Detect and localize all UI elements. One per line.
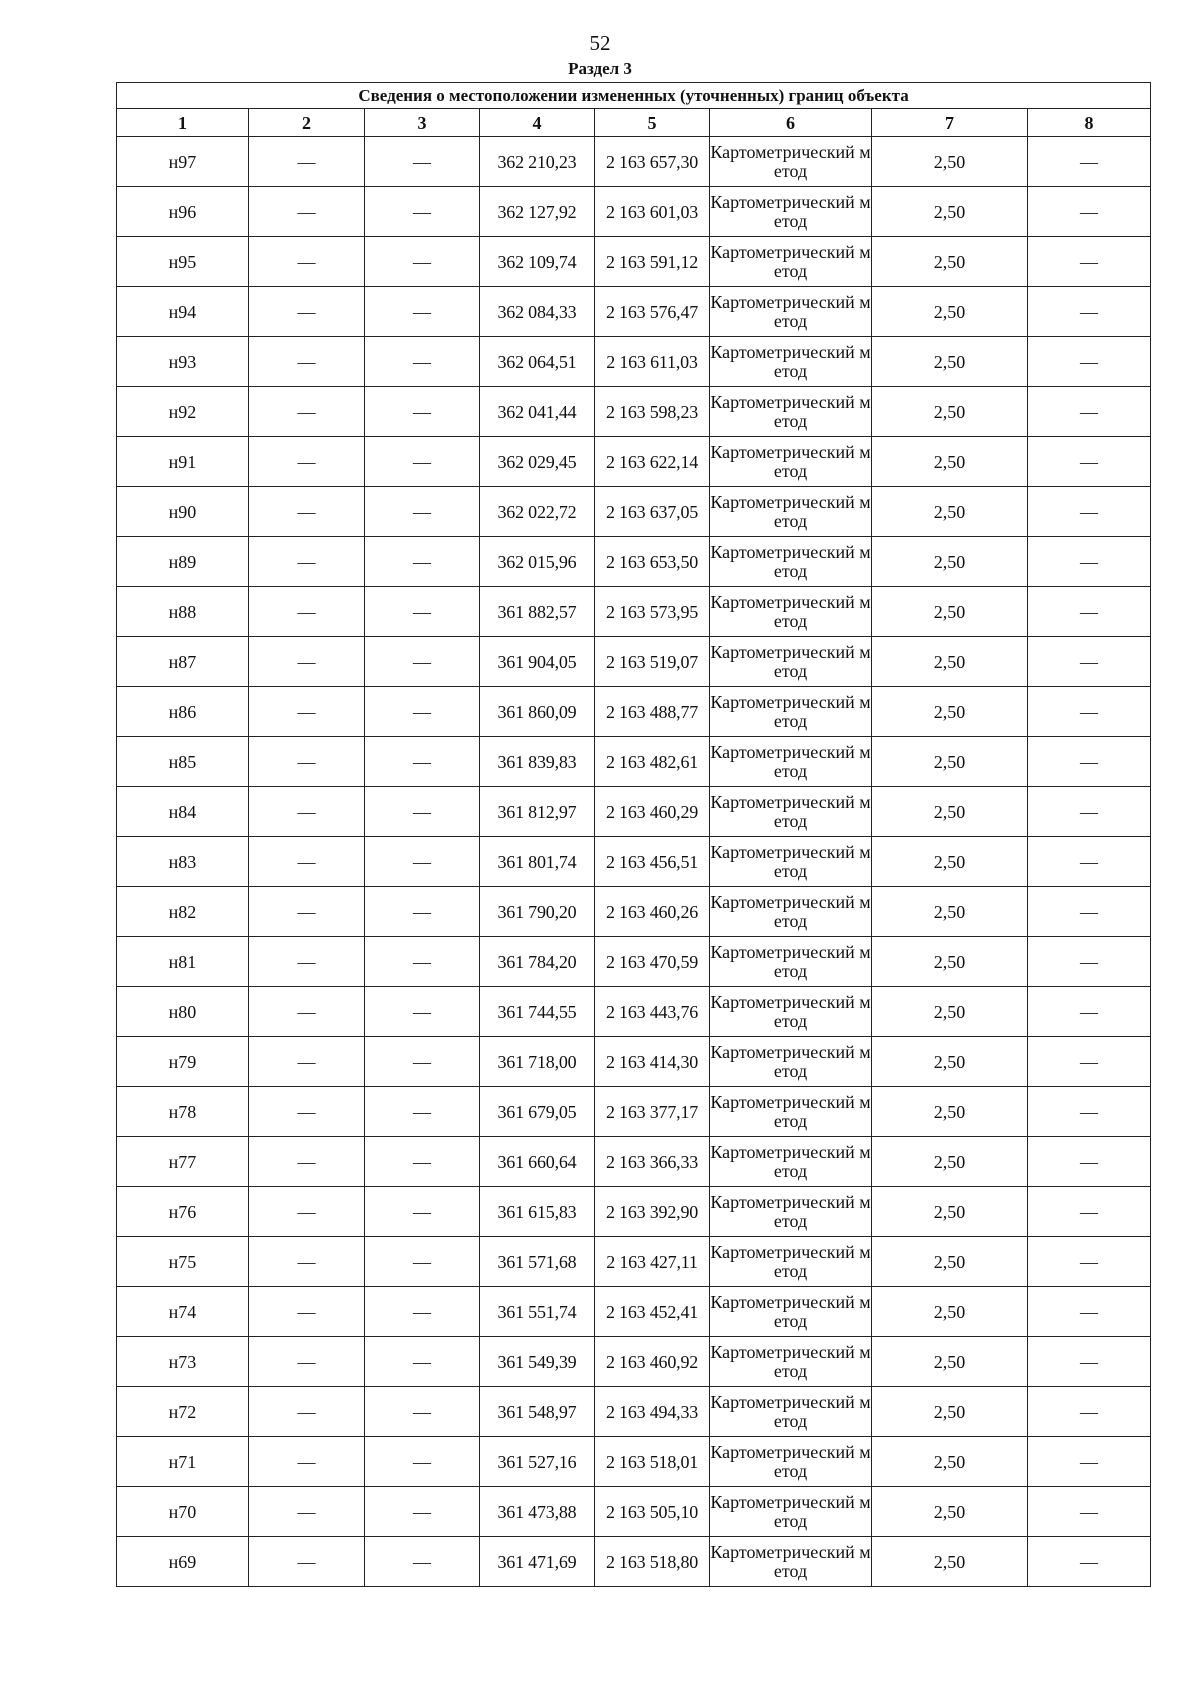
- col3-cell: —: [365, 537, 480, 587]
- table-body: [117, 137, 1151, 1587]
- col3-cell: —: [365, 187, 480, 237]
- page-number: 52: [589, 31, 611, 55]
- col2-cell: —: [249, 387, 365, 437]
- col8-cell: —: [1028, 1337, 1151, 1387]
- method-cell: Картометрический метод: [710, 337, 872, 387]
- accuracy-cell: 2,50: [872, 837, 1028, 887]
- y-coordinate-cell: 2 163 622,14: [595, 437, 710, 487]
- col3-cell: —: [365, 1237, 480, 1287]
- col2-cell: —: [249, 437, 365, 487]
- col2-cell: —: [249, 937, 365, 987]
- y-coordinate-cell: 2 163 637,05: [595, 487, 710, 537]
- col2-cell: —: [249, 1087, 365, 1137]
- y-coordinate-cell: 2 163 573,95: [595, 587, 710, 637]
- accuracy-cell: 2,50: [872, 687, 1028, 737]
- table-row: [117, 1387, 1151, 1437]
- x-coordinate-cell: 362 022,72: [480, 487, 595, 537]
- y-coordinate-cell: 2 163 460,26: [595, 887, 710, 937]
- column-header: 1: [117, 109, 249, 137]
- col2-cell: —: [249, 737, 365, 787]
- col8-cell: —: [1028, 1037, 1151, 1087]
- method-cell: Картометрический метод: [710, 1437, 872, 1487]
- x-coordinate-cell: 361 660,64: [480, 1137, 595, 1187]
- method-cell: Картометрический метод: [710, 1537, 872, 1587]
- method-cell: Картометрический метод: [710, 187, 872, 237]
- col2-cell: —: [249, 287, 365, 337]
- method-cell: Картометрический метод: [710, 587, 872, 637]
- method-cell: Картометрический метод: [710, 1037, 872, 1087]
- col2-cell: —: [249, 1537, 365, 1587]
- col2-cell: —: [249, 187, 365, 237]
- accuracy-cell: 2,50: [872, 387, 1028, 437]
- table-row: [117, 1037, 1151, 1087]
- col8-cell: —: [1028, 337, 1151, 387]
- x-coordinate-cell: 361 744,55: [480, 987, 595, 1037]
- x-coordinate-cell: 362 064,51: [480, 337, 595, 387]
- column-header: 8: [1028, 109, 1151, 137]
- point-name-cell: н74: [117, 1287, 249, 1337]
- col2-cell: —: [249, 1287, 365, 1337]
- x-coordinate-cell: 361 801,74: [480, 837, 595, 887]
- accuracy-cell: 2,50: [872, 1437, 1028, 1487]
- x-coordinate-cell: 362 029,45: [480, 437, 595, 487]
- column-header: 2: [249, 109, 365, 137]
- table-row: [117, 337, 1151, 387]
- col3-cell: —: [365, 937, 480, 987]
- x-coordinate-cell: 361 548,97: [480, 1387, 595, 1437]
- y-coordinate-cell: 2 163 482,61: [595, 737, 710, 787]
- table-title: Сведения о местоположении измененных (уточненных) границ объекта: [117, 83, 1151, 109]
- x-coordinate-cell: 362 127,92: [480, 187, 595, 237]
- table-row: [117, 587, 1151, 637]
- point-name-cell: н84: [117, 787, 249, 837]
- table-row: [117, 437, 1151, 487]
- accuracy-cell: 2,50: [872, 287, 1028, 337]
- col8-cell: —: [1028, 1137, 1151, 1187]
- col3-cell: —: [365, 1087, 480, 1137]
- point-name-cell: н95: [117, 237, 249, 287]
- point-name-cell: н87: [117, 637, 249, 687]
- col2-cell: —: [249, 587, 365, 637]
- table-row: [117, 537, 1151, 587]
- x-coordinate-cell: 361 882,57: [480, 587, 595, 637]
- col8-cell: —: [1028, 1087, 1151, 1137]
- method-cell: Картометрический метод: [710, 137, 872, 187]
- y-coordinate-cell: 2 163 414,30: [595, 1037, 710, 1087]
- x-coordinate-cell: 361 473,88: [480, 1487, 595, 1537]
- col8-cell: —: [1028, 587, 1151, 637]
- col2-cell: —: [249, 1387, 365, 1437]
- method-cell: Картометрический метод: [710, 387, 872, 437]
- table-row: [117, 1487, 1151, 1537]
- col2-cell: —: [249, 1037, 365, 1087]
- accuracy-cell: 2,50: [872, 637, 1028, 687]
- table-row: [117, 287, 1151, 337]
- col8-cell: —: [1028, 1387, 1151, 1437]
- col2-cell: —: [249, 637, 365, 687]
- col2-cell: —: [249, 1437, 365, 1487]
- table-row: [117, 837, 1151, 887]
- x-coordinate-cell: 361 549,39: [480, 1337, 595, 1387]
- col8-cell: —: [1028, 1537, 1151, 1587]
- x-coordinate-cell: 362 084,33: [480, 287, 595, 337]
- y-coordinate-cell: 2 163 505,10: [595, 1487, 710, 1537]
- x-coordinate-cell: 361 571,68: [480, 1237, 595, 1287]
- point-name-cell: н85: [117, 737, 249, 787]
- method-cell: Картометрический метод: [710, 1087, 872, 1137]
- column-header-row: [117, 109, 1151, 137]
- section-title: Раздел 3: [568, 59, 632, 78]
- col3-cell: —: [365, 587, 480, 637]
- point-name-cell: н93: [117, 337, 249, 387]
- point-name-cell: н89: [117, 537, 249, 587]
- table-row: [117, 1237, 1151, 1287]
- col2-cell: —: [249, 1237, 365, 1287]
- accuracy-cell: 2,50: [872, 1337, 1028, 1387]
- table-row: [117, 787, 1151, 837]
- table-row: [117, 487, 1151, 537]
- y-coordinate-cell: 2 163 494,33: [595, 1387, 710, 1437]
- col8-cell: —: [1028, 637, 1151, 687]
- point-name-cell: н90: [117, 487, 249, 537]
- col8-cell: —: [1028, 1437, 1151, 1487]
- col3-cell: —: [365, 1137, 480, 1187]
- col3-cell: —: [365, 1187, 480, 1237]
- col3-cell: —: [365, 1437, 480, 1487]
- table-row: [117, 187, 1151, 237]
- col2-cell: —: [249, 837, 365, 887]
- x-coordinate-cell: 361 527,16: [480, 1437, 595, 1487]
- y-coordinate-cell: 2 163 443,76: [595, 987, 710, 1037]
- accuracy-cell: 2,50: [872, 1037, 1028, 1087]
- column-header: 6: [710, 109, 872, 137]
- method-cell: Картометрический метод: [710, 537, 872, 587]
- column-header: 4: [480, 109, 595, 137]
- column-header: 5: [595, 109, 710, 137]
- x-coordinate-cell: 362 015,96: [480, 537, 595, 587]
- method-cell: Картометрический метод: [710, 887, 872, 937]
- col3-cell: —: [365, 337, 480, 387]
- accuracy-cell: 2,50: [872, 937, 1028, 987]
- point-name-cell: н86: [117, 687, 249, 737]
- col3-cell: —: [365, 837, 480, 887]
- point-name-cell: н88: [117, 587, 249, 637]
- col8-cell: —: [1028, 437, 1151, 487]
- table-row: [117, 1287, 1151, 1337]
- table-row: [117, 987, 1151, 1037]
- col8-cell: —: [1028, 787, 1151, 837]
- col8-cell: —: [1028, 737, 1151, 787]
- y-coordinate-cell: 2 163 452,41: [595, 1287, 710, 1337]
- method-cell: Картометрический метод: [710, 937, 872, 987]
- col3-cell: —: [365, 1537, 480, 1587]
- y-coordinate-cell: 2 163 576,47: [595, 287, 710, 337]
- col2-cell: —: [249, 237, 365, 287]
- col2-cell: —: [249, 537, 365, 587]
- point-name-cell: н69: [117, 1537, 249, 1587]
- point-name-cell: н72: [117, 1387, 249, 1437]
- col2-cell: —: [249, 1487, 365, 1537]
- accuracy-cell: 2,50: [872, 887, 1028, 937]
- col8-cell: —: [1028, 1287, 1151, 1337]
- table-row: [117, 387, 1151, 437]
- col3-cell: —: [365, 237, 480, 287]
- col8-cell: —: [1028, 687, 1151, 737]
- y-coordinate-cell: 2 163 519,07: [595, 637, 710, 687]
- table-row: [117, 1087, 1151, 1137]
- accuracy-cell: 2,50: [872, 237, 1028, 287]
- col2-cell: —: [249, 1137, 365, 1187]
- point-name-cell: н75: [117, 1237, 249, 1287]
- col8-cell: —: [1028, 537, 1151, 587]
- col2-cell: —: [249, 137, 365, 187]
- accuracy-cell: 2,50: [872, 1237, 1028, 1287]
- point-name-cell: н96: [117, 187, 249, 237]
- method-cell: Картометрический метод: [710, 687, 872, 737]
- col3-cell: —: [365, 687, 480, 737]
- col8-cell: —: [1028, 287, 1151, 337]
- x-coordinate-cell: 361 839,83: [480, 737, 595, 787]
- accuracy-cell: 2,50: [872, 737, 1028, 787]
- x-coordinate-cell: 361 860,09: [480, 687, 595, 737]
- accuracy-cell: 2,50: [872, 437, 1028, 487]
- point-name-cell: н77: [117, 1137, 249, 1187]
- point-name-cell: н76: [117, 1187, 249, 1237]
- method-cell: Картометрический метод: [710, 737, 872, 787]
- col8-cell: —: [1028, 237, 1151, 287]
- column-header: 7: [872, 109, 1028, 137]
- col8-cell: —: [1028, 937, 1151, 987]
- y-coordinate-cell: 2 163 460,29: [595, 787, 710, 837]
- accuracy-cell: 2,50: [872, 587, 1028, 637]
- point-name-cell: н80: [117, 987, 249, 1037]
- y-coordinate-cell: 2 163 377,17: [595, 1087, 710, 1137]
- table-row: [117, 237, 1151, 287]
- method-cell: Картометрический метод: [710, 487, 872, 537]
- col3-cell: —: [365, 787, 480, 837]
- point-name-cell: н73: [117, 1337, 249, 1387]
- accuracy-cell: 2,50: [872, 137, 1028, 187]
- table-row: [117, 1537, 1151, 1587]
- col2-cell: —: [249, 787, 365, 837]
- table-row: [117, 1137, 1151, 1187]
- y-coordinate-cell: 2 163 653,50: [595, 537, 710, 587]
- y-coordinate-cell: 2 163 591,12: [595, 237, 710, 287]
- accuracy-cell: 2,50: [872, 537, 1028, 587]
- accuracy-cell: 2,50: [872, 1087, 1028, 1137]
- accuracy-cell: 2,50: [872, 187, 1028, 237]
- col8-cell: —: [1028, 887, 1151, 937]
- point-name-cell: н97: [117, 137, 249, 187]
- accuracy-cell: 2,50: [872, 987, 1028, 1037]
- col3-cell: —: [365, 287, 480, 337]
- col3-cell: —: [365, 437, 480, 487]
- point-name-cell: н79: [117, 1037, 249, 1087]
- y-coordinate-cell: 2 163 598,23: [595, 387, 710, 437]
- col8-cell: —: [1028, 487, 1151, 537]
- table-row: [117, 637, 1151, 687]
- col3-cell: —: [365, 1387, 480, 1437]
- col3-cell: —: [365, 1487, 480, 1537]
- x-coordinate-cell: 361 615,83: [480, 1187, 595, 1237]
- y-coordinate-cell: 2 163 518,80: [595, 1537, 710, 1587]
- point-name-cell: н83: [117, 837, 249, 887]
- col3-cell: —: [365, 1037, 480, 1087]
- x-coordinate-cell: 361 679,05: [480, 1087, 595, 1137]
- accuracy-cell: 2,50: [872, 1187, 1028, 1237]
- col8-cell: —: [1028, 1237, 1151, 1287]
- col3-cell: —: [365, 637, 480, 687]
- col3-cell: —: [365, 987, 480, 1037]
- col8-cell: —: [1028, 987, 1151, 1037]
- x-coordinate-cell: 361 718,00: [480, 1037, 595, 1087]
- table-row: [117, 687, 1151, 737]
- col3-cell: —: [365, 487, 480, 537]
- x-coordinate-cell: 361 784,20: [480, 937, 595, 987]
- method-cell: Картометрический метод: [710, 837, 872, 887]
- accuracy-cell: 2,50: [872, 1487, 1028, 1537]
- x-coordinate-cell: 362 210,23: [480, 137, 595, 187]
- x-coordinate-cell: 362 109,74: [480, 237, 595, 287]
- y-coordinate-cell: 2 163 611,03: [595, 337, 710, 387]
- y-coordinate-cell: 2 163 456,51: [595, 837, 710, 887]
- col3-cell: —: [365, 1337, 480, 1387]
- accuracy-cell: 2,50: [872, 787, 1028, 837]
- accuracy-cell: 2,50: [872, 487, 1028, 537]
- method-cell: Картометрический метод: [710, 1287, 872, 1337]
- table-row: [117, 887, 1151, 937]
- col8-cell: —: [1028, 1487, 1151, 1537]
- accuracy-cell: 2,50: [872, 1137, 1028, 1187]
- col2-cell: —: [249, 887, 365, 937]
- table-row: [117, 137, 1151, 187]
- y-coordinate-cell: 2 163 488,77: [595, 687, 710, 737]
- y-coordinate-cell: 2 163 601,03: [595, 187, 710, 237]
- method-cell: Картометрический метод: [710, 1237, 872, 1287]
- col8-cell: —: [1028, 837, 1151, 887]
- col2-cell: —: [249, 1337, 365, 1387]
- table-row: [117, 1437, 1151, 1487]
- point-name-cell: н91: [117, 437, 249, 487]
- y-coordinate-cell: 2 163 460,92: [595, 1337, 710, 1387]
- point-name-cell: н81: [117, 937, 249, 987]
- col3-cell: —: [365, 887, 480, 937]
- method-cell: Картометрический метод: [710, 637, 872, 687]
- y-coordinate-cell: 2 163 427,11: [595, 1237, 710, 1287]
- boundary-coordinates-table: [116, 82, 1151, 1587]
- method-cell: Картометрический метод: [710, 787, 872, 837]
- method-cell: Картометрический метод: [710, 1137, 872, 1187]
- table-row: [117, 1337, 1151, 1387]
- method-cell: Картометрический метод: [710, 1337, 872, 1387]
- method-cell: Картометрический метод: [710, 437, 872, 487]
- col8-cell: —: [1028, 137, 1151, 187]
- point-name-cell: н92: [117, 387, 249, 437]
- col2-cell: —: [249, 1187, 365, 1237]
- y-coordinate-cell: 2 163 392,90: [595, 1187, 710, 1237]
- accuracy-cell: 2,50: [872, 1537, 1028, 1587]
- col3-cell: —: [365, 737, 480, 787]
- y-coordinate-cell: 2 163 366,33: [595, 1137, 710, 1187]
- col3-cell: —: [365, 137, 480, 187]
- col3-cell: —: [365, 387, 480, 437]
- x-coordinate-cell: 361 551,74: [480, 1287, 595, 1337]
- col2-cell: —: [249, 987, 365, 1037]
- y-coordinate-cell: 2 163 657,30: [595, 137, 710, 187]
- point-name-cell: н82: [117, 887, 249, 937]
- table-row: [117, 937, 1151, 987]
- x-coordinate-cell: 361 790,20: [480, 887, 595, 937]
- accuracy-cell: 2,50: [872, 1387, 1028, 1437]
- point-name-cell: н78: [117, 1087, 249, 1137]
- col2-cell: —: [249, 487, 365, 537]
- method-cell: Картометрический метод: [710, 987, 872, 1037]
- method-cell: Картометрический метод: [710, 1387, 872, 1437]
- col8-cell: —: [1028, 1187, 1151, 1237]
- col2-cell: —: [249, 687, 365, 737]
- col8-cell: —: [1028, 187, 1151, 237]
- method-cell: Картометрический метод: [710, 1187, 872, 1237]
- x-coordinate-cell: 362 041,44: [480, 387, 595, 437]
- method-cell: Картометрический метод: [710, 1487, 872, 1537]
- y-coordinate-cell: 2 163 470,59: [595, 937, 710, 987]
- point-name-cell: н71: [117, 1437, 249, 1487]
- column-header: 3: [365, 109, 480, 137]
- point-name-cell: н70: [117, 1487, 249, 1537]
- method-cell: Картометрический метод: [710, 237, 872, 287]
- x-coordinate-cell: 361 904,05: [480, 637, 595, 687]
- y-coordinate-cell: 2 163 518,01: [595, 1437, 710, 1487]
- point-name-cell: н94: [117, 287, 249, 337]
- col3-cell: —: [365, 1287, 480, 1337]
- accuracy-cell: 2,50: [872, 1287, 1028, 1337]
- col2-cell: —: [249, 337, 365, 387]
- x-coordinate-cell: 361 471,69: [480, 1537, 595, 1587]
- col8-cell: —: [1028, 387, 1151, 437]
- table-row: [117, 1187, 1151, 1237]
- method-cell: Картометрический метод: [710, 287, 872, 337]
- accuracy-cell: 2,50: [872, 337, 1028, 387]
- x-coordinate-cell: 361 812,97: [480, 787, 595, 837]
- table-row: [117, 737, 1151, 787]
